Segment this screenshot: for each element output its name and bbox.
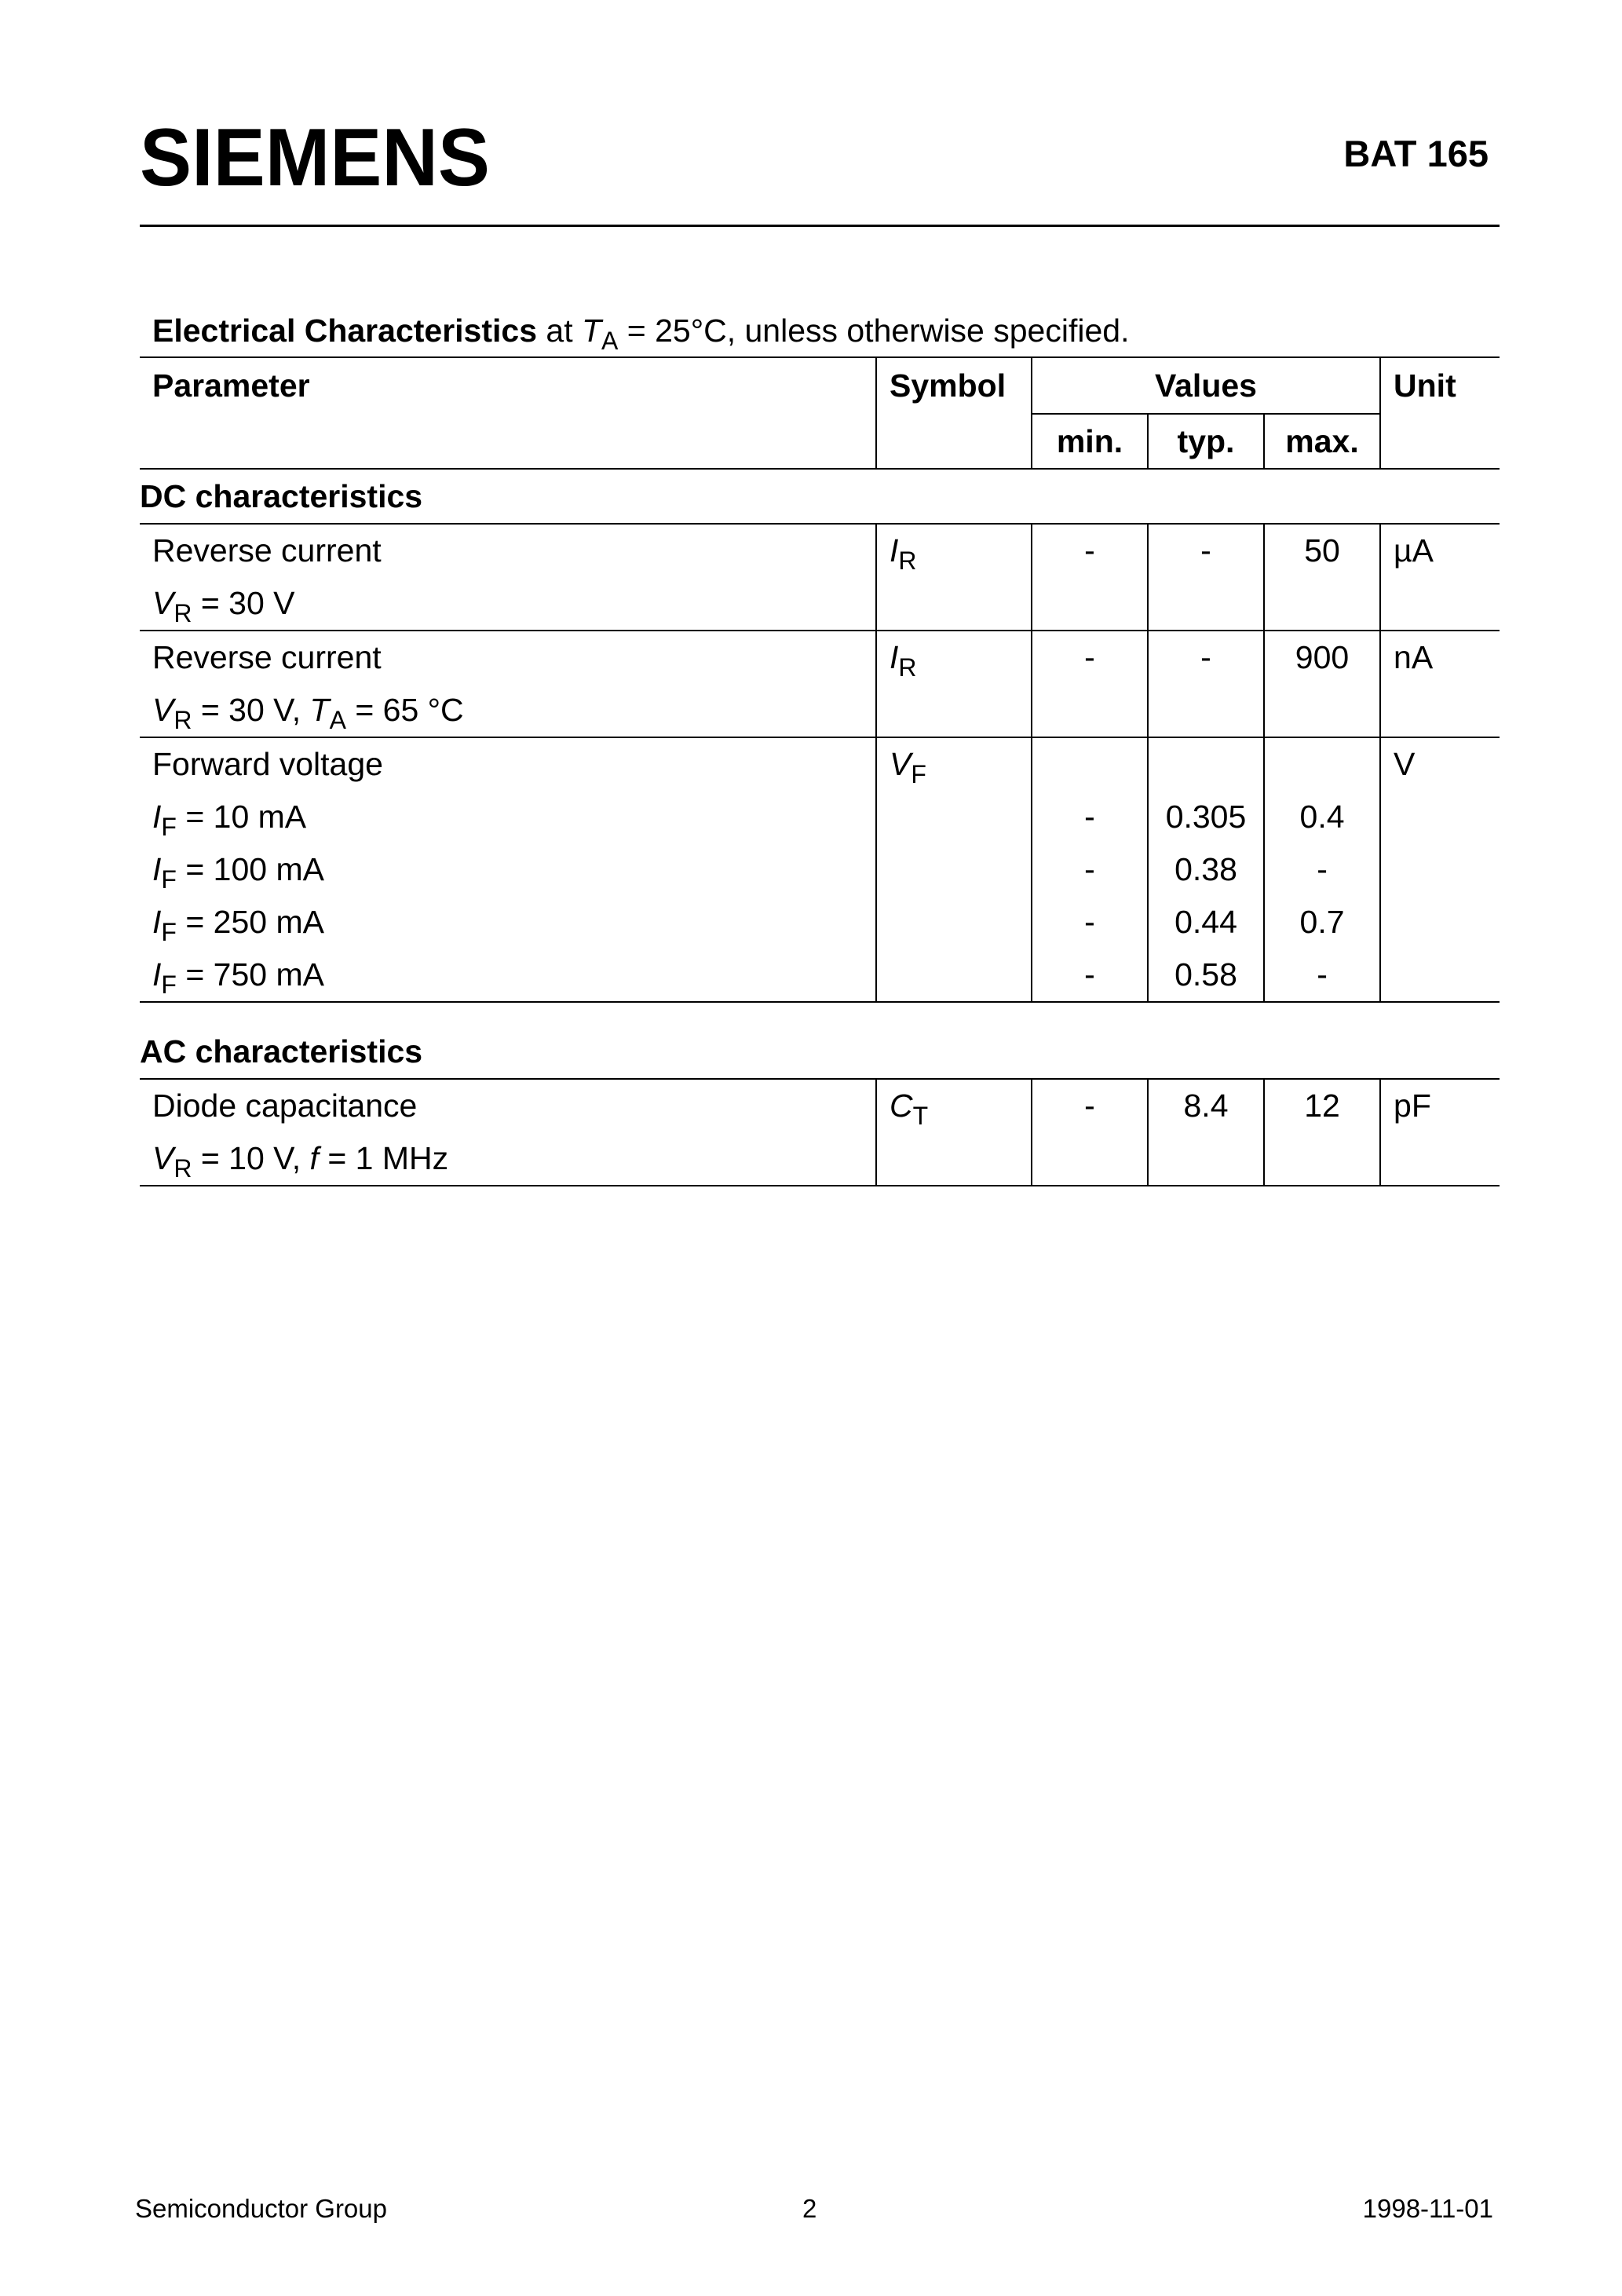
param-name: Diode capacitance (152, 1088, 418, 1124)
typ-value: 0.58 (1174, 956, 1237, 993)
cond-symbol: V (152, 1140, 174, 1176)
min-cell (1032, 631, 1148, 737)
typ-value: 0.305 (1165, 799, 1247, 835)
typ-value: 8.4 (1183, 1088, 1229, 1124)
caption-bold: Electrical Characteristics (152, 313, 537, 349)
max-cell (1264, 524, 1380, 631)
typ-cell (1148, 631, 1264, 737)
min-value: - (1084, 799, 1095, 835)
section-gap (140, 1002, 1500, 1025)
cond-symbol: f (309, 1140, 319, 1176)
parameter-cell (140, 631, 876, 737)
cond-symbol: V (152, 585, 174, 621)
cond-symbol: I (152, 956, 162, 993)
cond-symbol: V (152, 692, 174, 728)
cond-text: = 750 mA (176, 956, 324, 993)
table-caption (152, 313, 1130, 356)
document-id: BAT 165 (1343, 133, 1489, 174)
symbol-subscript: T (912, 1102, 929, 1131)
max-value: 12 (1304, 1088, 1340, 1124)
table-row (140, 524, 1500, 631)
header-divider (140, 225, 1500, 227)
symbol-cell (876, 1079, 1032, 1186)
max-cell (1264, 737, 1380, 1002)
table-row (140, 1079, 1500, 1186)
max-value: 50 (1304, 532, 1340, 569)
max-value: - (1317, 956, 1328, 993)
param-condition (152, 684, 875, 737)
caption-rest: = 25°C, unless otherwise specified. (618, 313, 1130, 349)
cond-symbol: I (152, 851, 162, 887)
symbol-cell (876, 631, 1032, 737)
param-condition (152, 896, 875, 949)
cond-subscript: F (161, 865, 177, 894)
typ-cell (1148, 1079, 1264, 1186)
min-cell (1032, 737, 1148, 1002)
cond-text: = 10 V, (192, 1140, 310, 1176)
cond-symbol: T (309, 692, 330, 728)
cond-symbol: I (152, 904, 162, 940)
min-value: - (1084, 956, 1095, 993)
unit-value: pF (1394, 1088, 1431, 1124)
max-value: 0.4 (1299, 799, 1345, 835)
table-row (140, 737, 1500, 1002)
param-condition (152, 791, 875, 843)
footer-date: 1998-11-01 (1362, 2194, 1493, 2223)
dc-section-title: DC characteristics (140, 478, 423, 514)
symbol-subscript: R (898, 547, 917, 576)
col-symbol: Symbol (876, 357, 1032, 469)
col-parameter: Parameter (152, 367, 310, 404)
cond-text: = 1 MHz (318, 1140, 449, 1176)
symbol: C (890, 1088, 913, 1124)
footer-left: Semiconductor Group (135, 2194, 387, 2223)
max-cell (1264, 631, 1380, 737)
unit-cell (1380, 1079, 1500, 1186)
dc-section-row (140, 469, 1500, 524)
parameter-cell (140, 524, 876, 631)
cond-text: = 30 V, (192, 692, 310, 728)
electrical-characteristics-table (140, 356, 1500, 1186)
unit-cell (1380, 737, 1500, 1002)
cond-subscript: F (161, 813, 177, 842)
cond-subscript: A (329, 706, 346, 735)
cond-subscript: R (174, 706, 192, 735)
cond-text: = 100 mA (176, 851, 324, 887)
min-value: - (1084, 639, 1095, 675)
unit-cell (1380, 631, 1500, 737)
cond-subscript: R (174, 1154, 192, 1183)
table-row (140, 631, 1500, 737)
typ-cell (1148, 737, 1264, 1002)
min-value: - (1084, 851, 1095, 887)
param-condition (152, 1132, 875, 1185)
header-row (140, 357, 1500, 414)
min-value: - (1084, 532, 1095, 569)
max-value: 900 (1295, 639, 1350, 675)
typ-value: - (1200, 532, 1211, 569)
max-cell (1264, 1079, 1380, 1186)
col-typ: typ. (1148, 414, 1264, 469)
min-value: - (1084, 1088, 1095, 1124)
siemens-logo (140, 119, 493, 198)
param-name: Reverse current (152, 639, 382, 675)
symbol: I (890, 639, 899, 675)
unit-value: V (1394, 746, 1416, 782)
cond-text: = 250 mA (176, 904, 324, 940)
param-condition (152, 843, 875, 896)
symbol-cell (876, 524, 1032, 631)
ac-section-title: AC characteristics (140, 1033, 423, 1069)
unit-value: µA (1394, 532, 1434, 569)
max-value: 0.7 (1299, 904, 1345, 940)
cond-symbol: I (152, 799, 162, 835)
unit-value: nA (1394, 639, 1434, 675)
symbol-subscript: F (911, 760, 926, 789)
param-name: Forward voltage (152, 746, 383, 782)
footer-page-number: 2 (802, 2194, 817, 2223)
cond-text: = 10 mA (176, 799, 307, 835)
cond-subscript: F (161, 971, 177, 1000)
param-name: Reverse current (152, 532, 382, 569)
ac-section-row (140, 1025, 1500, 1079)
caption-at: at (537, 313, 582, 349)
col-min: min. (1032, 414, 1148, 469)
caption-ta-subscript: A (601, 327, 619, 356)
symbol: I (890, 532, 899, 569)
parameter-cell (140, 737, 876, 1002)
unit-cell (1380, 524, 1500, 631)
symbol: V (890, 746, 911, 782)
min-cell (1032, 1079, 1148, 1186)
cond-text: = 65 °C (345, 692, 464, 728)
typ-value: 0.44 (1174, 904, 1237, 940)
col-values: Values (1032, 357, 1380, 414)
parameter-cell (140, 1079, 876, 1186)
min-cell (1032, 524, 1148, 631)
max-value: - (1317, 851, 1328, 887)
typ-value: - (1200, 639, 1211, 675)
symbol-cell (876, 737, 1032, 1002)
svg-text:SIEMENS: SIEMENS (140, 119, 490, 198)
typ-value: 0.38 (1174, 851, 1237, 887)
siemens-logo-graphic (140, 119, 493, 198)
min-value: - (1084, 904, 1095, 940)
cond-subscript: F (161, 918, 177, 947)
symbol-subscript: R (898, 653, 917, 682)
param-condition (152, 577, 875, 630)
cond-subscript: R (174, 599, 192, 628)
col-max: max. (1264, 414, 1380, 469)
col-unit: Unit (1380, 357, 1500, 469)
param-condition (152, 949, 875, 1001)
caption-ta-symbol: T (581, 313, 602, 349)
typ-cell (1148, 524, 1264, 631)
cond-text: = 30 V (192, 585, 295, 621)
